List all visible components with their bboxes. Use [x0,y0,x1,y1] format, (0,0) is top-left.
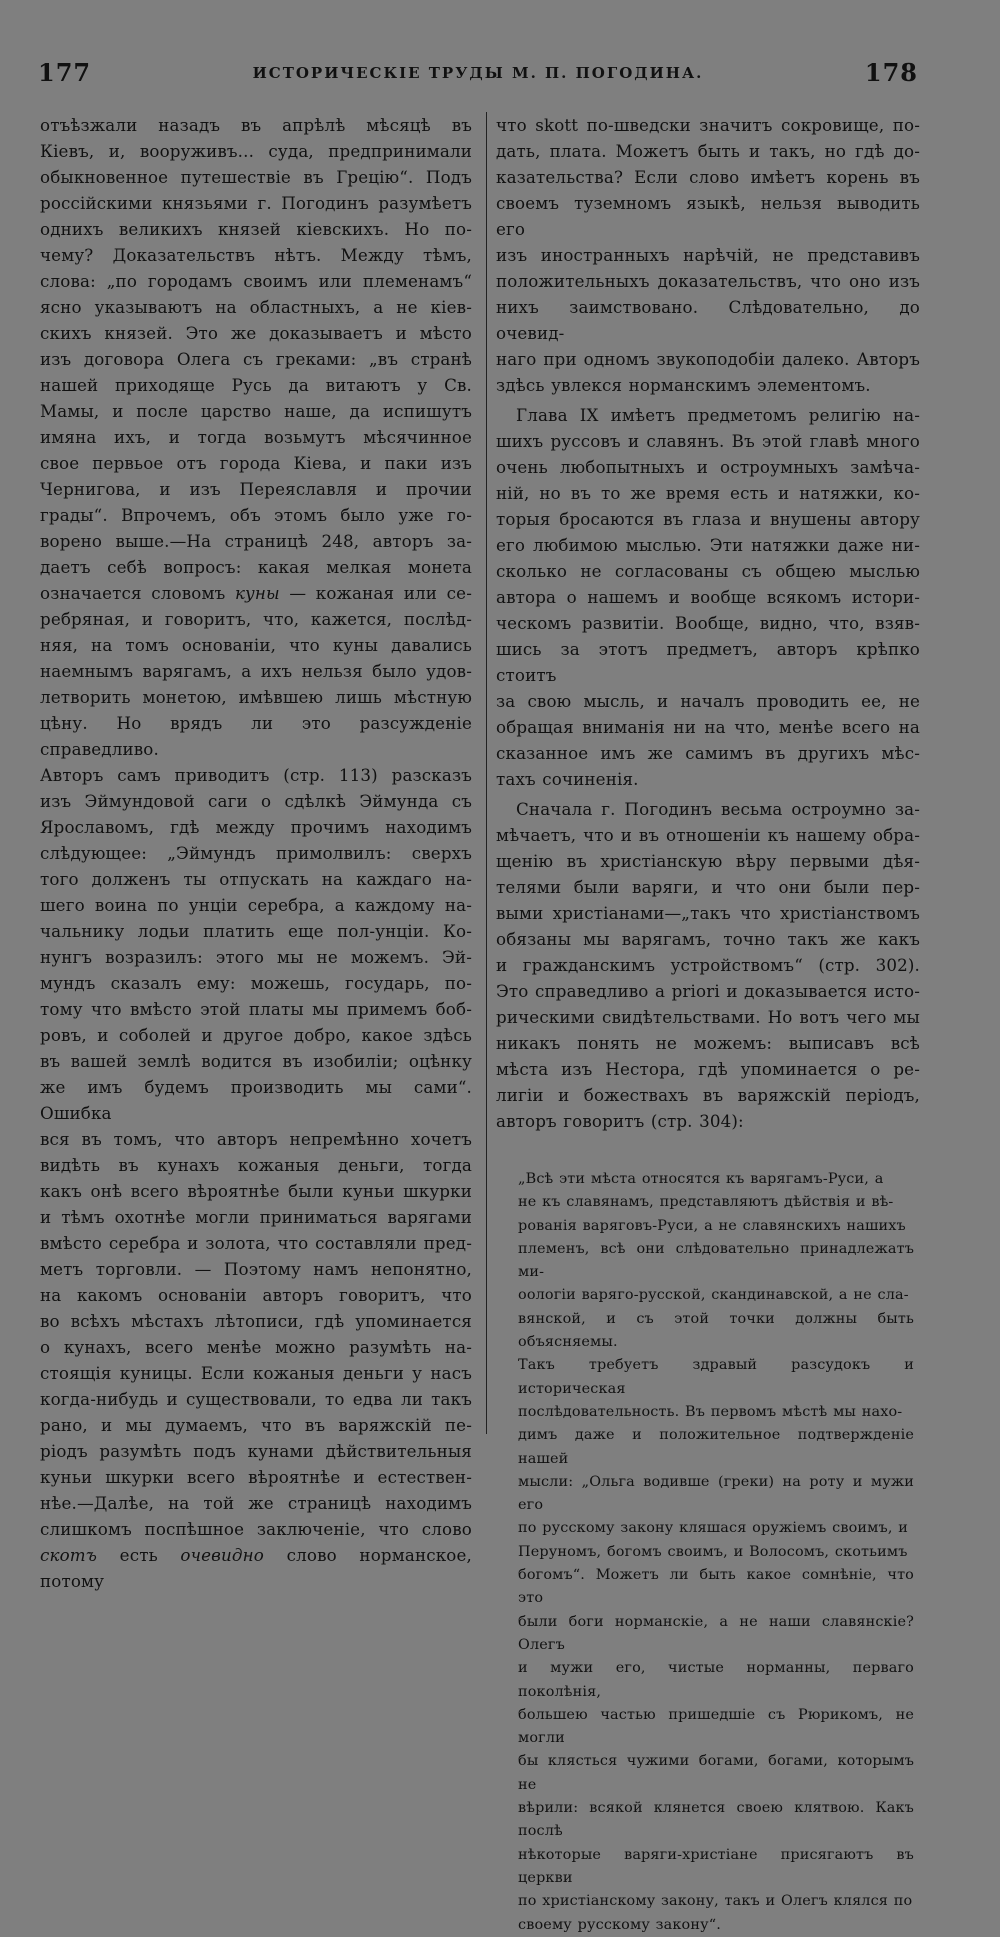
text-line: нунгъ возразилъ: этого мы не можемъ. Эй- [40,947,472,967]
text-line: Авторъ самъ приводитъ (стр. 113) разсказъ [40,765,472,785]
text-line: грады“. Впрочемъ, объ этомъ было уже го- [40,505,472,525]
text-line: автора о нашемъ и вообще всякомъ истори- [496,587,920,607]
italic-word: куны — [234,583,307,603]
text-line: дать, плата. Можетъ быть и такъ, но гдѣ до- [496,141,920,161]
text-line: нѣе.—Далѣе, на той же страницѣ находимъ [40,1493,472,1513]
quote-line: и мужи его, чистые норманны, перваго поколѣнія, [518,1660,914,1700]
quote-line: бы клясться чужими богами, богами, которымъ не [518,1753,914,1793]
quote-line: вѣрили: всякой клянется своею клятвою. Какъ послѣ [518,1800,914,1840]
text-line: Мамы, и после царство наше, да испишутъ [40,401,472,421]
text-line: казательства? Если слово имѣетъ корень въ [496,167,920,187]
text-line: видѣть въ кунахъ кожаныя деньги, тогда [40,1155,472,1175]
column-divider [486,112,487,1434]
italic-word: скотъ [40,1545,98,1565]
text-line: очень любопытныхъ и остроумныхъ замѣча- [496,457,920,477]
text-line: сказанное имъ же самимъ въ другихъ мѣс- [496,743,920,763]
quote-line: „Всѣ эти мѣста относятся къ варягамъ-Руси, а [518,1171,884,1187]
text-line: щенію въ христіанскую вѣру первыми дѣя- [496,851,920,871]
quote-line: Такъ требуетъ здравый разсудокъ и историческая [518,1357,914,1397]
text-line: изъ Эймундовой саги о сдѣлкѣ Эймунда съ [40,791,472,811]
quote-line: не къ славянамъ, представляютъ дѣйствія и вѣ- [518,1194,894,1211]
text-line: слѣдующее: „Эймундъ примолвилъ: сверхъ [40,843,472,863]
quote-line: были боги норманскіе, а не наши славянскіе? Олегъ [518,1613,914,1653]
text-line: цѣну. Но врядъ ли это разсужденіе справедливо. [40,713,472,759]
text-line: куньи шкурки всего вѣроятнѣе и естествен- [40,1467,472,1487]
quote-line: племенъ, всѣ они слѣдовательно принадлежатъ ми- [518,1240,914,1281]
text-line: на какомъ основаніи авторъ говоритъ, что [40,1285,472,1305]
running-title: ИСТОРИЧЕСКІЕ ТРУДЫ М. П. ПОГОДИНА. [252,64,704,82]
text-line: лигіи и божествахъ въ варяжскій періодъ, [496,1085,920,1105]
page-number-left: 177 [38,58,92,87]
text-line: шихъ руссовъ и славянъ. Въ этой главѣ много [496,431,920,451]
text-line: и гражданскимъ устройствомъ“ (стр. 302). [496,955,920,975]
text-line [40,1542,472,1594]
text-line: во всѣхъ мѣстахъ лѣтописи, гдѣ упоминается [40,1311,472,1331]
text-line: чему? Доказательствъ нѣтъ. Между тѣмъ, [40,245,472,265]
text-line: же имъ будемъ производить мы сами“. Ошибка [40,1077,472,1123]
text-line: рано, и мы думаемъ, что въ варяжскій пе- [40,1415,472,1435]
text-line: имяна ихъ, и тогда возьмутъ мѣсячинное [40,427,472,447]
page-header [38,58,918,92]
text-line: авторъ говоритъ (стр. 304): [496,1111,744,1131]
text-line: Ярославомъ, гдѣ между прочимъ находимъ [40,817,472,837]
text-line: изъ договора Олега съ греками: „въ странѣ [40,349,472,369]
text-line: метъ торговли. — Поэтому намъ непонятно, [40,1259,472,1279]
text-line: стоящія куницы. Если кожаныя деньги у насъ [40,1363,472,1383]
text-line: свое первьое отъ города Кіева, и паки изъ [40,453,472,473]
quote-line: своему русскому закону“. [518,1916,721,1933]
text-line: о кунахъ, всего менѣе можно разумѣть на- [40,1337,472,1357]
text-line: обыкновенное путешествіе въ Грецію“. Подъ [40,167,472,187]
text-line [40,580,472,606]
text-line: чальнику лодьи платить еще пол-унціи. Ко- [40,921,472,941]
quote-line: вянской, и съ этой точки должны быть объясняемы. [518,1310,914,1351]
text-line: телями были варяги, и что они были пер- [496,877,920,897]
text-line: тахъ сочиненія. [496,769,639,789]
text-line: скихъ князей. Это же доказываетъ и мѣсто [40,323,472,343]
text-line: и тѣмъ охотнѣе могли приниматься варягами [40,1207,472,1227]
text-line: шись за этотъ предметъ, авторъ крѣпко стоитъ [496,639,920,685]
text-line: отъѣзжали назадъ въ апрѣлѣ мѣсяцѣ въ [40,115,472,135]
text-line: летворить монетою, имѣвшею лишь мѣстную [40,687,472,707]
quote-line: большею частью пришедшіе съ Рюрикомъ, не могли [518,1706,914,1747]
text-segment: означается словомъ [40,583,235,603]
italic-word: очевидно [180,1545,265,1565]
text-line: нашей приходяще Русь да витаютъ у Св. [40,375,472,395]
text-line: въ вашей землѣ водится въ изобиліи; оцѣнку [40,1051,472,1071]
left-column [40,112,472,1594]
text-line: торыя бросаются въ глаза и внушены автору [496,509,920,529]
right-column [496,112,920,1937]
text-line: даетъ себѣ вопросъ: какая мелкая монета [40,557,472,577]
quote-line: богомъ“. Можетъ ли быть какое сомнѣніе, что это [518,1567,914,1607]
text-line: ворено выше.—На страницѣ 248, авторъ за- [40,531,472,551]
text-line: няя, на томъ основаніи, что куны давались [40,635,472,655]
text-line: его любимою мыслью. Эти натяжки даже ни- [496,535,920,555]
text-segment: кожаная или се- [315,583,472,603]
text-segment: есть [119,1545,181,1565]
text-line: нихъ заимствовано. Слѣдовательно, до очевид- [496,297,920,343]
text-line: мѣста изъ Нестора, гдѣ упоминается о ре- [496,1059,920,1079]
text-line: рическими свидѣтельствами. Но вотъ чего мы [496,1007,920,1027]
text-line: когда-нибудь и существовали, то едва ли такъ [40,1389,472,1409]
text-line: Кіевъ, и, вооруживъ... суда, предпринимали [40,141,472,161]
text-line: тому что вмѣсто этой платы мы примемъ боб- [40,999,472,1019]
quote-line: нѣкоторые варяги-христіане присягаютъ въ церкви [518,1846,914,1886]
text-line: наемнымъ варягамъ, а ихъ нельзя было удов- [40,661,472,681]
text-line: того долженъ ты отпускать на каждаго на- [40,869,472,889]
text-line: положительныхъ доказательствъ, что оно изъ [496,271,920,291]
text-line: выми христіанами—„такъ что христіанствомъ [496,903,920,923]
text-line: ческомъ развитіи. Вообще, видно, что, взяв- [496,613,920,633]
text-line: Глава IX имѣетъ предметомъ религію на- [516,405,920,425]
text-segment: слово норманское, потому [40,1545,472,1591]
quote-line: рованія варяговъ-Руси, а не славянскихъ нашихъ [518,1217,906,1234]
text-line: шего воина по унціи серебра, а каждому на- [40,895,472,915]
text-line: ріодъ разумѣть подъ кунами дѣйствительныя [40,1441,472,1461]
text-line: Чернигова, и изъ Переяславля и прочии [40,479,472,499]
text-line: никакъ понять не можемъ: выписавъ всѣ [496,1033,920,1053]
quote-line: димъ даже и положительное подтвержденіе нашей [518,1427,914,1467]
text-line: за свою мысль, и началъ проводить ее, не [496,691,920,711]
text-line: что skott по-шведски значитъ сокровище, по- [496,115,920,135]
quote-line: послѣдовательность. Въ первомъ мѣстѣ мы нахо- [518,1403,903,1420]
text-line: Сначала г. Погодинъ весьма остроумно за- [516,799,920,819]
text-line: обращая вниманія ни на что, менѣе всего на [496,717,920,737]
text-line: вмѣсто серебра и золота, что составляли пред- [40,1233,472,1253]
text-line: мѣчаетъ, что и въ отношеніи къ нашему обра- [496,825,920,845]
quote-line: по христіанскому закону, такъ и Олегъ клялся по [518,1893,913,1910]
text-line: своемъ туземномъ языкѣ, нельзя выводить его [496,193,920,239]
text-line: наго при одномъ звукоподобіи далеко. Авторъ [496,349,920,369]
text-line: слишкомъ поспѣшное заключеніе, что слово [40,1519,472,1539]
text-line: ній, но въ то же время есть и натяжки, ко- [496,483,920,503]
text-line: сколько не согласованы съ общею мыслью [496,561,920,581]
quote-line: оологіи варяго-русской, скандинавской, а не сла- [518,1287,909,1304]
text-line: Это справедливо a priori и доказывается исто- [496,981,920,1001]
text-line: однихъ великихъ князей кіевскихъ. Но по- [40,219,472,239]
text-line: обязаны мы варягамъ, точно такъ же какъ [496,929,920,949]
block-quote [496,1168,920,1937]
text-line: ясно указываютъ на областныхъ, а не кіев- [40,297,472,317]
quote-line: Перуномъ, богомъ своимъ, и Волосомъ, скотьимъ [518,1543,908,1560]
quote-line: мысли: „Ольга водивше (греки) на роту и мужи его [518,1473,914,1514]
text-line: какъ онѣ всего вѣроятнѣе были куньи шкурки [40,1181,472,1201]
text-line: ребряная, и говоритъ, что, кажется, послѣд- [40,609,472,629]
text-line: вся въ томъ, что авторъ непремѣнно хочетъ [40,1129,472,1149]
text-line: мундъ сказалъ ему: можешь, государь, по- [40,973,472,993]
text-line: ровъ, и соболей и другое добро, какое здѣсь [40,1025,472,1045]
text-line: изъ иностранныхъ нарѣчій, не представивъ [496,245,920,265]
quote-line: по русскому закону кляшася оружіемъ своимъ, и [518,1520,909,1537]
text-line: слова: „по городамъ своимъ или племенамъ“ [40,271,472,291]
text-line: россійскими князьями г. Погодинъ разумѣетъ [40,193,472,213]
page-number-right: 178 [864,58,918,87]
text-line: здѣсь увлекся норманскимъ элементомъ. [496,375,871,395]
